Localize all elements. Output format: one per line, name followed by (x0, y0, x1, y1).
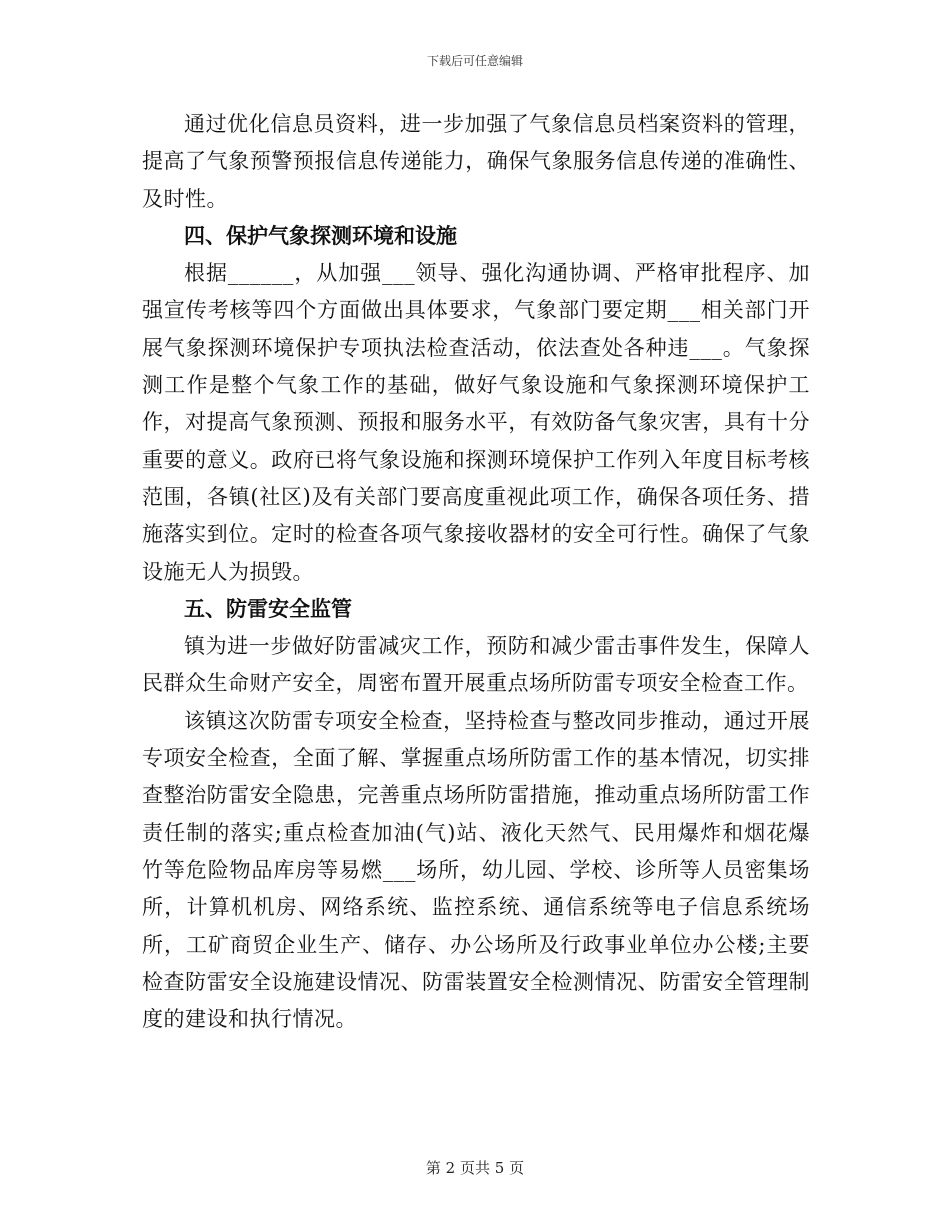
page-header: 下载后可任意编辑 (426, 54, 523, 68)
page-number: 第 2 页共 5 页 (425, 1159, 525, 1177)
paragraph-lightning-inspection: 该镇这次防雷专项安全检查，坚持检查与整改同步推动，通过开展专项安全检查，全面了解、掌握重点场所防雷工作的基本情况，切实排查整治防雷安全隐患，完善重点场所防雷措施，推动重点场所防雷工作责任制的落实;重点检查加油(气)站、液化天然气、民用爆炸和烟花爆竹等危险物品库房等易燃___场所，幼儿园、学校、诊所等人员密集场所，计算机机房、网络系统、监控系统、通信系统等电子信息系统场所，工矿商贸企业生产、储存、办公场所及行政事业单位办公楼;主要检查防雷安全设施建设情况、防雷装置安全检测情况、防雷安全管理制度的建设和执行情况。 (142, 708, 810, 1032)
paragraph-lightning-intro: 镇为进一步做好防雷减灾工作，预防和减少雷击事件发生，保障人民群众生命财产安全，周密布置开展重点场所防雷专项安全检查工作。 (142, 634, 810, 696)
paragraph-info-officer: 通过优化信息员资料，进一步加强了气象信息员档案资料的管理，提高了气象预警预报信息传递能力，确保气象服务信息传递的准确性、及时性。 (142, 112, 810, 211)
paragraph-environment-protection: 根据______，从加强___领导、强化沟通协调、严格审批程序、加强宣传考核等四个方面做出具体要求，气象部门要定期___相关部门开展气象探测环境保护专项执法检查活动，依法查处各种违___。气象探测工作是整个气象工作的基础，做好气象设施和气象探测环境保护工作，对提高气象预测、预报和服务水平，有效防备气象灾害，具有十分重要的意义。政府已将气象设施和探测环境保护工作列入年度目标考核范围，各镇(社区)及有关部门要高度重视此项工作，确保各项任务、措施落实到位。定时的检查各项气象接收器材的安全可行性。确保了气象设施无人为损毁。 (142, 261, 810, 584)
document-body (142, 106, 810, 1038)
section-heading-4: 四、保护气象探测环境和设施 (184, 223, 457, 248)
section-heading-5: 五、防雷安全监管 (184, 596, 352, 621)
